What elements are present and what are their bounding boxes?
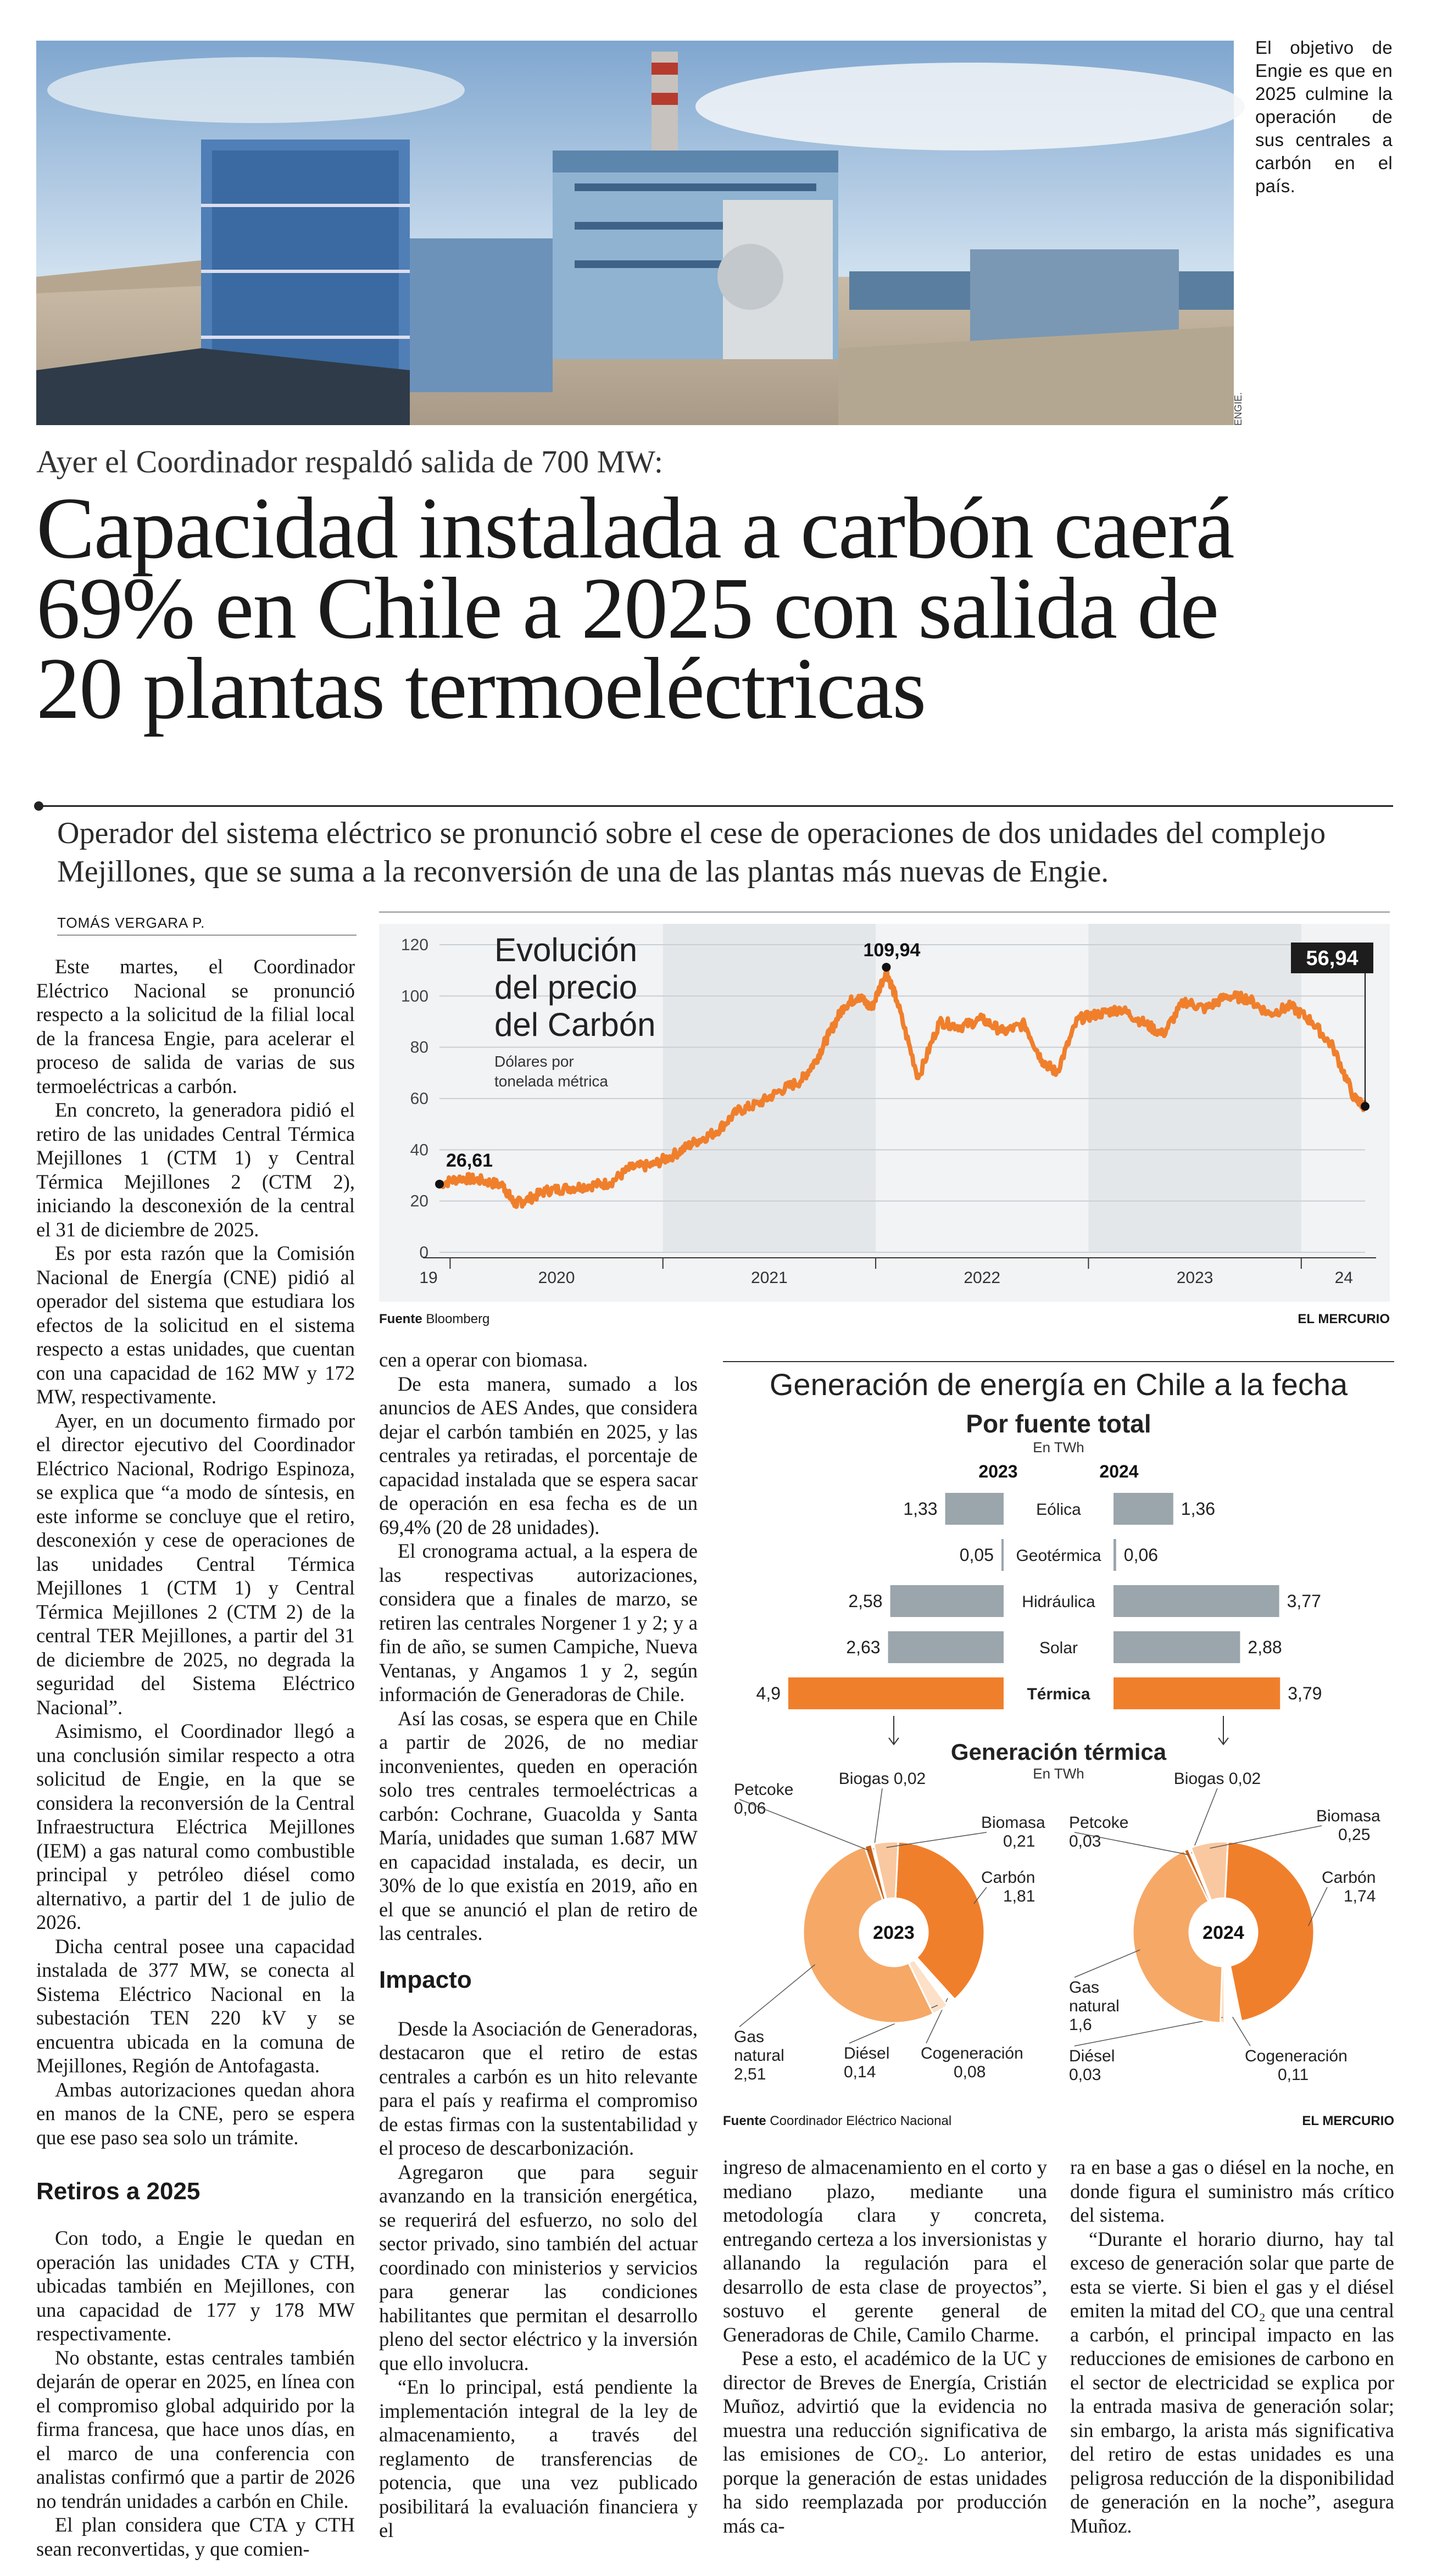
leader-line (1210, 1826, 1322, 1848)
chart-subtitle-line-1: Dólares por (494, 1053, 574, 1070)
paragraph: El plan considera que CTA y CTH sean reconvertidas, y que comien- (36, 2513, 355, 2560)
y-tick-label: 80 (410, 1038, 428, 1057)
bar-value-2023: 0,05 (959, 1545, 994, 1565)
column-2 (379, 1348, 698, 2542)
source-name: Coordinador Eléctrico Nacional (770, 2114, 952, 2128)
generation-chart (723, 1361, 1394, 2141)
bar-value-2023: 2,63 (846, 1637, 881, 1657)
year-band (1088, 924, 1301, 1252)
chart-subtitle-line-2: tonelada métrica (494, 1073, 609, 1090)
slice-label: Diésel (1069, 2047, 1115, 2065)
bar-2024 (1113, 1677, 1280, 1709)
slice-label: Biomasa (981, 1814, 1045, 1832)
chart-title-line-1: Evolución (494, 932, 638, 968)
leader-line (739, 1965, 815, 2027)
slice-label: Carbón (981, 1869, 1035, 1887)
donut-year-label: 2023 (873, 1922, 915, 1943)
subhead-retiros: Retiros a 2025 (36, 2178, 201, 2205)
category-label: Hidráulica (1022, 1593, 1095, 1611)
bar-value-2024: 0,06 (1123, 1545, 1159, 1565)
bar-2024 (1113, 1539, 1116, 1571)
bar-value-2024: 1,36 (1181, 1499, 1216, 1519)
bar-2023 (888, 1631, 1004, 1663)
donut-year-label: 2024 (1202, 1922, 1244, 1943)
paragraph: De esta manera, sumado a los anuncios de AES Andes, que considera dejar el carbón también en 2025, y las centrales ya retiradas, el porcentaje de capacidad instalada que se espera sacar de operación en esa fecha es de un 69,4% (20 de 28 unidades). (379, 1372, 698, 1538)
category-label: Térmica (1027, 1685, 1090, 1703)
y-tick-label: 120 (400, 936, 428, 954)
headline (36, 479, 1410, 737)
slice-value: 0,08 (954, 2063, 986, 2081)
leader-line (1074, 1950, 1140, 1977)
bar-value-2024: 2,88 (1248, 1637, 1282, 1657)
slice-label: Gas (1069, 1978, 1100, 1997)
bar-value-2023: 4,9 (756, 1683, 781, 1703)
y-tick-label: 100 (400, 987, 428, 1006)
paragraph: “En lo principal, está pendiente la implementación integral de la ley de almacenamiento, a través del reglamento de transferencias de potencia, que una vez publicado posibilitará la evaluación financiera y el (379, 2376, 698, 2541)
chart1-source (379, 1312, 489, 1327)
headline-line-1: Capacidad instalada a carbón caerá (36, 479, 1234, 577)
paragraph: Así las cosas, se espera que en Chile a partir de 2026, de no mediar inconvenientes, queden en operación solo tres centrales termoeléctricas a carbón: Cochrane, Guacolda y Santa María, unidades que suman 1.687 MW en capacidad instalada, es decir, un 30% de lo que existía en 2019, año en el que se anunció el plan de retiro de las centrales. (379, 1707, 698, 1944)
paragraph: No obstante, estas centrales también dejarán de operar en 2025, en línea con el compromiso global adquirido por la firma francesa, que hace unos días, en el marco de una conferencia con analistas confirmó que a partir de 2026 no tendrán unidades a carbón en Chile. (36, 2346, 355, 2512)
bar-value-2023: 1,33 (903, 1499, 938, 1519)
chart-title-line-2: del precio (494, 969, 638, 1006)
photo-caption: El objetivo de Engie es que en 2025 culmine la operación de sus centrales a carbón en el país. (1255, 37, 1393, 196)
slice-label: Diésel (844, 2044, 890, 2062)
paragraph: Es por esta razón que la Comisión Nacional de Energía (CNE) pidió al operador del sistema que estudiara los efectos de la solicitud en el sistema respecto a estas unidades, que cuentan con una capacidad de 162 MW y 172 MW, respectivamente. (36, 1242, 355, 1408)
slice-value: 0,14 (844, 2063, 876, 2081)
paragraph: Agregaron que para seguir avanzando en la transición energética, se requerirá del esfuerzo, no solo del sector privado, sino también del actuar coordinado con ministerios y servicios para generar las condiciones habilitantes que permitan el desarrollo pleno del sector eléctrico y la inversión que ello involucra. (379, 2160, 698, 2374)
peak-point (882, 963, 890, 972)
thermal-unit: En TWh (1033, 1765, 1084, 1782)
slice-label: Biogas 0,02 (838, 1770, 926, 1788)
hero-photo (36, 41, 1244, 426)
y-tick-label: 20 (410, 1192, 428, 1211)
headline-rule-dot (34, 801, 43, 811)
chart1-brand: EL MERCURIO (1298, 1312, 1390, 1326)
slice-label: Gas (734, 2028, 765, 2046)
headline-rule (36, 805, 1393, 807)
paragraph: ra en base a gas o diésel en la noche, en donde figura el suministro más crítico del sistema. (1070, 2156, 1394, 2226)
slice-label: Petcoke (734, 1781, 794, 1799)
leader-line (1074, 2017, 1223, 2046)
leader-line (887, 1832, 987, 1848)
y-tick-label: 0 (419, 1244, 428, 1262)
paragraph: Con todo, a Engie le quedan en operación las unidades CTA y CTH, ubicadas también en Mejillones, con una capacidad de 177 y 178 MW respectivamente. (36, 2227, 355, 2345)
source-label: Fuente (379, 1312, 422, 1326)
slice-value: 0,03 (1069, 1832, 1101, 1850)
coal-price-svg (379, 912, 1390, 1307)
chart-title-line-3: del Carbón (494, 1006, 656, 1043)
leader-line (874, 1788, 882, 1849)
series-label-2024: 2024 (1099, 1462, 1139, 1481)
bar-2023 (1001, 1539, 1004, 1571)
slice-value: 2,51 (734, 2065, 766, 2083)
power-plant-photo (36, 41, 1234, 425)
slice-label: Carbón (1322, 1869, 1376, 1887)
paragraph: Ayer, en un documento firmado por el director ejecutivo del Coordinador Eléctrico Nacional, Rodrigo Espinoza, se explica que “a modo de síntesis, en este informe se concluye que el retiro, desconexión y cese de operaciones de las unidades Central Térmica Mejillones 1 (CTM 1) y Central Térmica Mejillones 2 (CTM 2) de la central TER Mejillones, a partir del 31 de diciembre de 2025, no degrada la seguridad del Sistema Eléctrico Nacional”. (36, 1409, 355, 1719)
slice-value: 1,81 (1003, 1887, 1035, 1905)
paragraph: Desde la Asociación de Generadoras, destacaron que el retiro de estas centrales a carbón es un hito relevante para el país y reafirma el compromiso de estas firmas con la sustentabilidad y el proceso de descarbonización. (379, 2017, 698, 2159)
paragraph: Dicha central posee una capacidad instalada de 377 MW, se conecta al Sistema Eléctrico Nacional en la subestación TEN 220 kV y se encuentra ubicada en la comuna de Mejillones, Región de Antofagasta. (36, 1934, 355, 2077)
thermal-title: Generación térmica (950, 1739, 1167, 1765)
generation-unit: En TWh (1033, 1439, 1084, 1456)
subhead-impacto: Impacto (379, 1966, 472, 1993)
bar-2024 (1113, 1631, 1240, 1663)
column-1 (36, 955, 355, 2561)
start-value-label: 26,61 (446, 1150, 493, 1171)
slice-value: 0,11 (1278, 2066, 1309, 2084)
y-tick-label: 60 (410, 1090, 428, 1108)
photo-credit: ENGIE. (1233, 392, 1244, 426)
byline: TOMÁS VERGARA P. (57, 915, 205, 931)
peak-value-label: 109,94 (863, 939, 921, 961)
year-band (663, 924, 876, 1252)
coal-price-chart (379, 912, 1390, 1326)
paragraph: Asimismo, el Coordinador llegó a una conclusión similar respecto a otra solicitud de Engie, en la que se considera la reconversión de la Central Infraestructura Eléctrica Mejillones (IEM) a gas natural como combustible principal y petróleo diésel como alternativo, a partir del 1 de julio de 2026. (36, 1720, 355, 1933)
paragraph: cen a operar con biomasa. (379, 1348, 588, 1371)
generation-subtitle: Por fuente total (966, 1409, 1151, 1438)
slice-value: 1,74 (1344, 1887, 1376, 1905)
slice-label: Biogas 0,02 (1173, 1770, 1261, 1788)
x-tick-label: 2021 (751, 1269, 788, 1287)
x-tick-label: 2020 (538, 1269, 575, 1287)
generation-title: Generación de energía en Chile a la fecha (769, 1367, 1348, 1402)
slice-label: natural (1069, 1997, 1120, 2015)
series-label-2023: 2023 (978, 1462, 1018, 1481)
paragraph: Pese a esto, el académico de la UC y director de Breves de Energía, Cristián Muñoz, advirtió que la evidencia no muestra una reducción significativa de las emisiones de CO₂. Lo anterior, porque la generación de estas unidades ha sido reemplazada por producción más ca- (723, 2347, 1047, 2537)
leader-line (739, 1799, 870, 1850)
x-tick-label: 2023 (1176, 1269, 1213, 1287)
start-point (435, 1180, 444, 1189)
slice-value: 0,21 (1003, 1832, 1035, 1850)
slice-label: Cogeneración (921, 2044, 1023, 2062)
bar-value-2023: 2,58 (848, 1591, 883, 1611)
deck: Operador del sistema eléctrico se pronunció sobre el cese de operaciones de dos unidades del complejo Mejillones, que se suma a la reconversión de una de las plantas más nuevas de Engie. (57, 816, 1326, 889)
paragraph: En concreto, la generadora pidió el retiro de las unidades Central Térmica Mejillones 1 (CTM 1) y Central Térmica Mejillones 2 (CTM 2), iniciando la desconexión de la central el 31 de diciembre de 2025. (36, 1099, 355, 1241)
slice-label: natural (734, 2047, 784, 2065)
column-4 (1070, 2155, 1394, 2538)
chart2-brand: EL MERCURIO (1302, 2114, 1394, 2128)
bar-2024 (1113, 1585, 1279, 1617)
slice-value: 1,6 (1069, 2016, 1092, 2034)
bar-2023 (945, 1493, 1004, 1525)
generation-svg (723, 1361, 1394, 2119)
category-label: Eólica (1036, 1501, 1081, 1519)
bar-value-2024: 3,79 (1288, 1683, 1322, 1703)
category-label: Geotérmica (1016, 1547, 1101, 1565)
y-tick-label: 40 (410, 1141, 428, 1159)
slice-label: Petcoke (1069, 1814, 1129, 1832)
bar-2023 (890, 1585, 1004, 1617)
source-name: Bloomberg (426, 1312, 490, 1326)
paragraph: Ambas autorizaciones quedan ahora en manos de la CNE, pero se espera que ese paso sea solo un trámite. (36, 2078, 355, 2149)
slice-value: 0,06 (734, 1799, 766, 1817)
end-point (1361, 1102, 1369, 1111)
bar-value-2024: 3,77 (1287, 1591, 1321, 1611)
x-tick-label: 24 (1334, 1269, 1353, 1287)
paragraph: El cronograma actual, a la espera de las respectivas autorizaciones, considera que a finales de marzo, se retiren las centrales Norgener 1 y 2; y a fin de año, se sumen Campiche, Nueva Ventanas, y Angamos 1 y 2, según información de Generadoras de Chile. (379, 1540, 698, 1705)
headline-line-2: 69% en Chile a 2025 con salida de (36, 559, 1218, 657)
slice-label: Cogeneración (1245, 2047, 1348, 2065)
paragraph: Este martes, el Coordinador Eléctrico Nacional se pronunció respecto a la solicitud de la filial local de la francesa Engie, para acelerar el proceso de salida de varias de sus termoeléctricas a carbón. (36, 955, 355, 1097)
category-label: Solar (1039, 1639, 1078, 1657)
x-tick-label: 2022 (964, 1269, 1001, 1287)
bar-2024 (1113, 1493, 1173, 1525)
slice-value: 0,25 (1338, 1826, 1371, 1844)
slice-label: Biomasa (1316, 1807, 1380, 1825)
source-label: Fuente (723, 2114, 766, 2128)
column-3 (723, 2155, 1047, 2538)
paragraph: ingreso de almacenamiento en el corto y mediano plazo, mediante una metodología clara y concreta, entregando certeza a los inversionistas y allanando la regulación para el desarrollo de esta clase de proyectos”, sostuvo el gerente general de Generadoras de Chile, Camilo Charme. (723, 2156, 1047, 2346)
end-value-label: 56,94 (1306, 947, 1359, 970)
paragraph: “Durante el horario diurno, hay tal exceso de generación solar que parte de esta se vierte. Si bien el gas y el diésel emiten la mitad del CO₂ que una central a carbón, el principal impacto en las reducciones de emisiones de carbono en el sector de electricidad se explica por la entrada masiva de generación solar; sin embargo, la arista más significativa del retiro de estas unidades es una peligrosa reducción de la disponibilidad de generación en la noche”, asegura Muñoz. (1070, 2227, 1394, 2537)
bar-2023 (788, 1677, 1004, 1709)
x-tick-label: 19 (419, 1269, 438, 1287)
slice-value: 0,03 (1069, 2066, 1101, 2084)
headline-line-3: 20 plantas termoeléctricas (36, 639, 926, 737)
chart2-source (723, 2114, 951, 2129)
kicker: Ayer el Coordinador respaldó salida de 700 MW: (36, 444, 663, 479)
